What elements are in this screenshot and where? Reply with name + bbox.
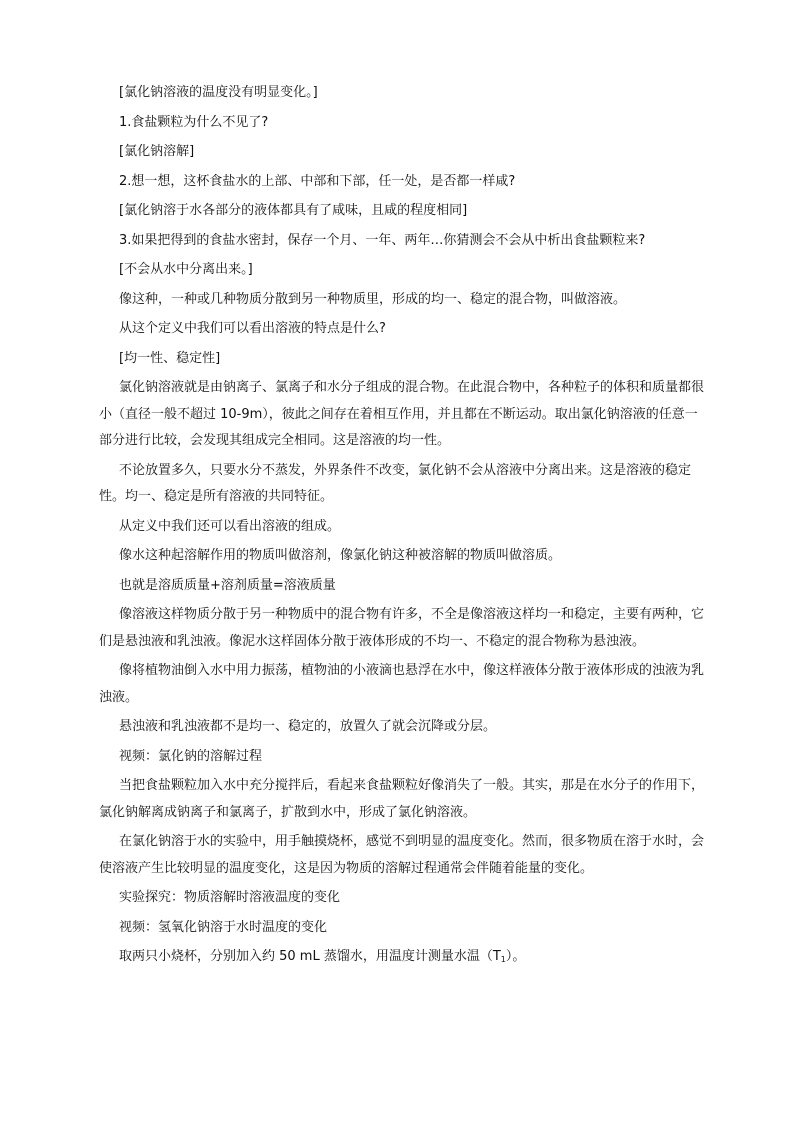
- subscript-1: 1: [500, 955, 506, 964]
- paragraph-10: [均一性、稳定性]: [119, 350, 221, 366]
- paragraph-9: 从这个定义中我们可以看出溶液的特点是什么?: [119, 321, 386, 336]
- paragraph-8: 像这种，一种或几种物质分散到另一种物质里，形成的均一、稳定的混合物，叫做溶液。: [119, 291, 627, 307]
- paragraph-23: 视频：氢氧化钠溶于水时温度的变化: [119, 919, 328, 935]
- paragraph-5: [氯化钠溶于水各部分的液体都具有了咸味，且咸的程度相同]: [119, 203, 468, 218]
- paragraph-16: 像溶液这样物质分散于另一种物质中的混合物有许多，不全是像溶液这样均一和稳定，主要有两种，它们是悬浊液和乳浊液。像泥水这样固体分散于液体形成的不均一、不稳定的混合物称为悬浊液。: [99, 607, 705, 649]
- paragraph-17: 像将植物油倒入水中用力振荡，植物油的小液滴也悬浮在水中，像这样液体分散于液体形成的浊液为乳浊液。: [99, 663, 705, 705]
- paragraph-18: 悬浊液和乳浊液都不是均一、稳定的，放置久了就会沉降或分层。: [119, 719, 497, 734]
- paragraph-14: 像水这种起溶解作用的物质叫做溶剂，像氯化钠这种被溶解的物质叫做溶质。: [119, 548, 562, 563]
- paragraph-4: 2.想一想，这杯食盐水的上部、中部和下部，任一处，是否都一样咸?: [119, 173, 516, 189]
- paragraph-24: [119, 944, 707, 974]
- paragraph-19: 视频：氯化钠的溶解过程: [119, 748, 263, 764]
- paragraph-12: 不论放置多久，只要水分不蒸发，外界条件不改变，氯化钠不会从溶液中分离出来。这是溶液的稳定性。均一、稳定是所有溶液的共同特征。: [99, 462, 692, 504]
- paragraph-24-end: ）。: [505, 949, 526, 964]
- paragraph-20: 当把食盐颗粒加入水中充分搅拌后，看起来食盐颗粒好像消失了一般。其实，那是在水分子的作用下，氯化钠解离成钠离子和氯离子，扩散到水中，形成了氯化钠溶液。: [99, 778, 705, 820]
- paragraph-7: [不会从水中分离出来。]: [119, 262, 253, 277]
- paragraph-6: 3.如果把得到的食盐水密封，保存一个月、一年、两年…你猜测会不会从中析出食盐颗粒来?: [119, 232, 646, 248]
- paragraph-13: 从定义中我们还可以看出溶液的组成。: [119, 518, 341, 534]
- paragraph-2: 1.食盐颗粒为什么不见了?: [119, 114, 269, 130]
- paragraph-3: [氯化钠溶解]: [119, 144, 195, 159]
- paragraph-22: 实验探究：物质溶解时溶液温度的变化: [119, 890, 341, 905]
- paragraph-15: 也就是溶质质量+溶剂质量=溶液质量: [119, 577, 336, 593]
- paragraph-1: [氯化钠溶液的温度没有明显变化。]: [119, 85, 318, 100]
- paragraph-21: 在氯化钠溶于水的实验中，用手触摸烧杯，感觉不到明显的温度变化。然而，很多物质在溶于水时，会使溶液产生比较明显的温度变化，这是因为物质的溶解过程通常会伴随着能量的变化。: [99, 834, 705, 876]
- paragraph-24-text: 取两只小烧杯，分别加入约 50 mL 蒸馏水，用温度计测量水温（T: [119, 949, 501, 964]
- paragraph-11: 氯化钠溶液就是由钠离子、氯离子和水分子组成的混合物。在此混合物中，各种粒子的体积和质量都很小（直径一般不超过 10-9m），彼此之间存在着相互作用，并且都在不断运动。取出氯化钠溶液的任意一部分进行比较，会发现其组成完全相同。这是溶液的均一性。: [99, 380, 705, 448]
- document-page: [99, 80, 707, 977]
